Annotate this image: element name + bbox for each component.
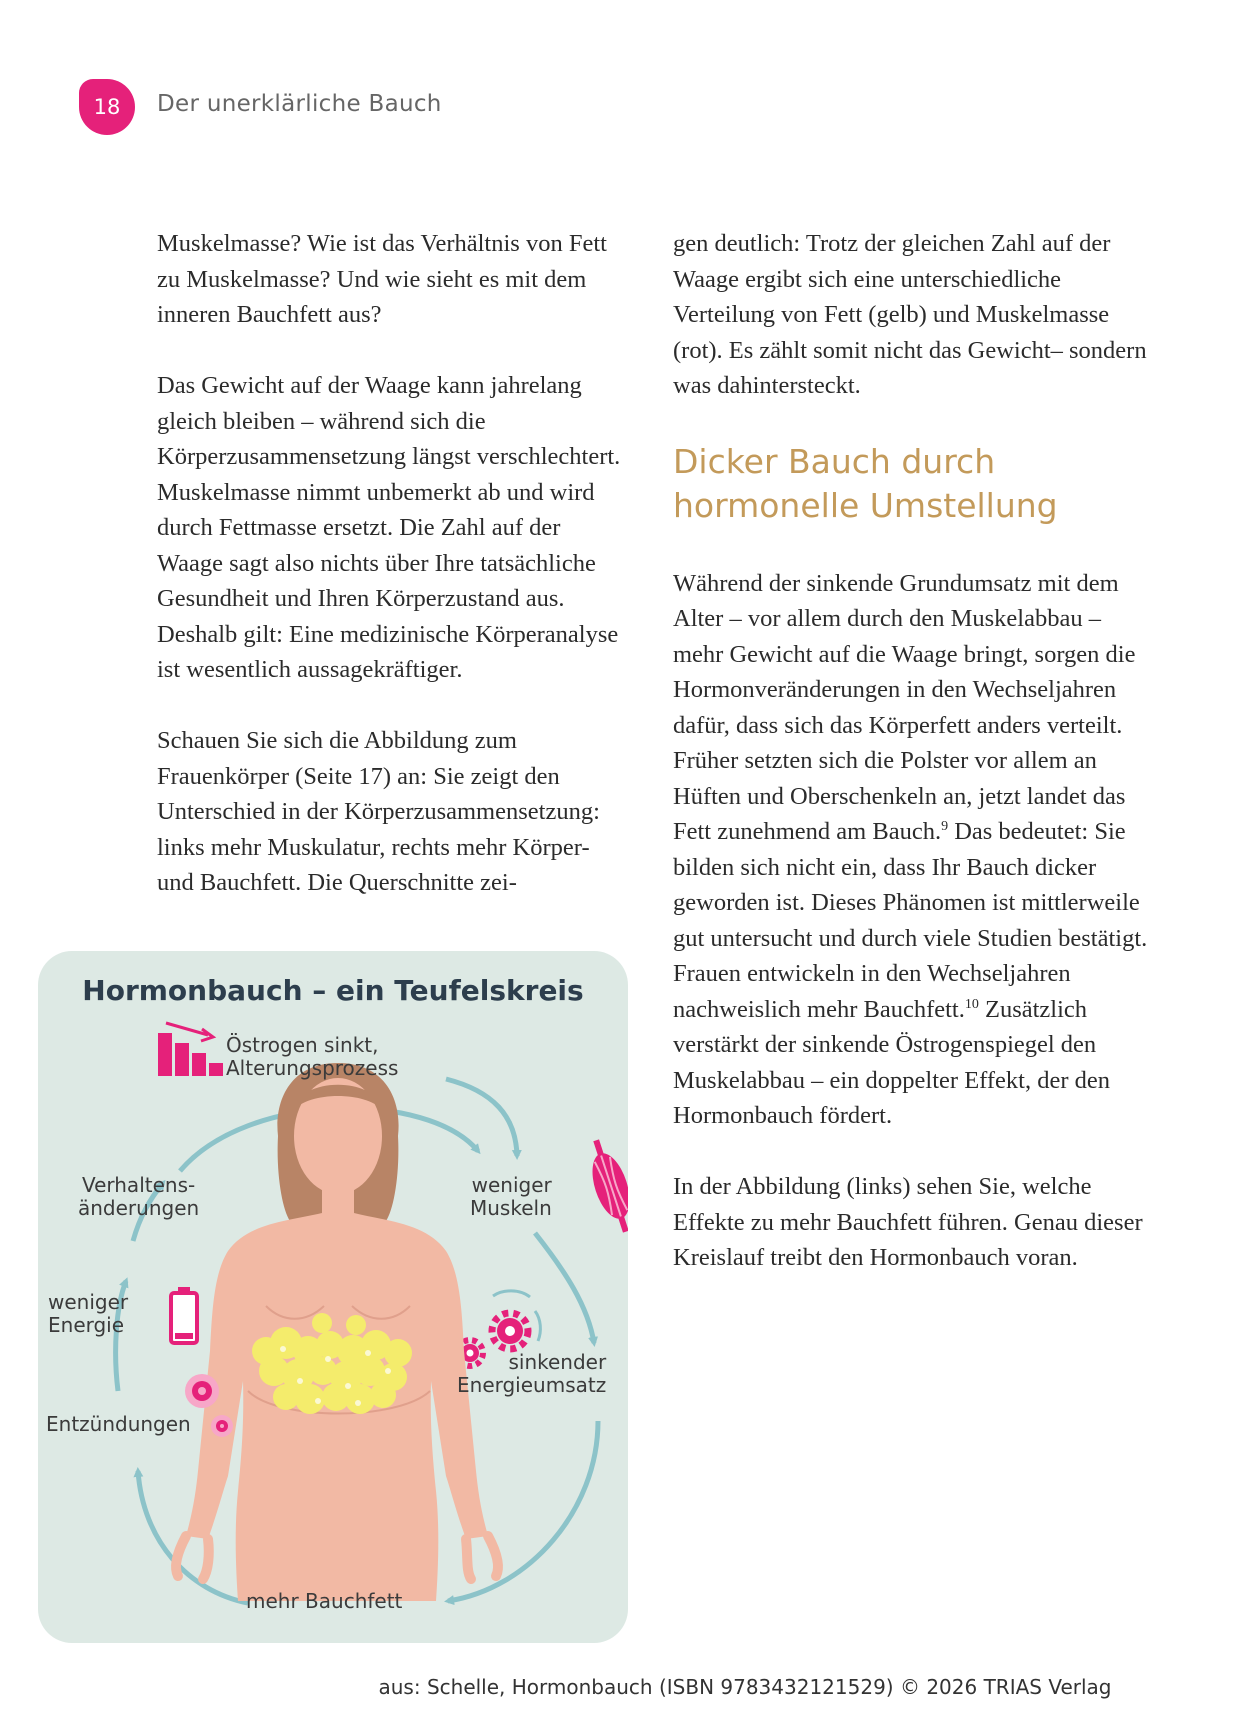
paragraph: Schauen Sie sich die Abbildung zum Frauenkörper (Seite 17) an: Sie zeigt den Unterschied in der Körperzusammensetzung: links mehr Muskulatur, rechts mehr Körper- und Bauchfett. Die Querschnitte zei- bbox=[157, 727, 600, 896]
label-belly-fat: mehr Bauchfett bbox=[246, 1589, 403, 1613]
woman-figure bbox=[176, 1063, 498, 1601]
left-text-column bbox=[157, 226, 627, 936]
section-heading bbox=[673, 440, 1153, 528]
cycle-arrow bbox=[446, 1079, 517, 1156]
paragraph-text: Zusätzlich verstärkt der sinkende Östrogenspiegel den Muskelabbau – ein doppelter Effekt, der den Hormonbauch fördert. bbox=[673, 995, 1111, 1129]
paragraph: gen deutlich: Trotz der gleichen Zahl auf der Waage ergibt sich eine unterschiedliche Verteilung von Fett (gelb) und Muskelmasse (rot). Es zählt somit nicht das Gewicht– sondern was dahintersteckt. bbox=[673, 230, 1147, 399]
paragraph: Das Gewicht auf der Waage kann jahrelang gleich bleiben – während sich die Körperzusammensetzung längst verschlechtert. Muskelmasse nimmt unbemerkt ab und wird durch Fettmasse ersetzt. Die Zahl auf der Waage sagt also nichts über Ihre tatsächliche Gesundheit und Ihren Körperzustand aus. Deshalb gilt: Eine medizinische Körperanalyse ist wesentlich aussagekräftiger. bbox=[157, 372, 621, 683]
source-footer bbox=[0, 1675, 1260, 1699]
label-low-energy: weniger Energie bbox=[48, 1290, 129, 1337]
section-heading-line: Dicker Bauch durch bbox=[673, 441, 996, 481]
label-inflammation: Entzündungen bbox=[46, 1412, 191, 1436]
infographic-figure bbox=[38, 951, 628, 1643]
source-text: aus: Schelle, Hormonbauch (ISBN 9783432121529) © 2026 TRIAS Verlag bbox=[378, 1675, 1112, 1699]
low-battery-icon bbox=[171, 1287, 197, 1343]
paragraph bbox=[673, 566, 1153, 1134]
page-number-badge: 18 bbox=[79, 79, 135, 135]
label-energy-turnover: sinkender Energieumsatz bbox=[457, 1350, 607, 1397]
cycle-arrow bbox=[535, 1233, 594, 1343]
declining-chart-icon bbox=[158, 1023, 223, 1076]
cycle-arrow bbox=[138, 1471, 248, 1603]
footnote-ref[interactable]: 9 bbox=[941, 818, 949, 834]
section-heading-line: hormonelle Umstellung bbox=[673, 485, 1058, 525]
footnote-ref[interactable]: 10 bbox=[964, 996, 979, 1012]
muscle-icon bbox=[581, 1135, 628, 1236]
label-fewer-muscles: weniger Muskeln bbox=[470, 1173, 552, 1220]
paragraph: Muskelmasse? Wie ist das Verhältnis von Fett zu Muskelmasse? Und wie sieht es mit dem inneren Bauchfett aus? bbox=[157, 230, 607, 328]
label-behavior-changes: Verhaltens- änderungen bbox=[78, 1173, 200, 1220]
paragraph-text: Das bedeutet: Sie bilden sich nicht ein, dass Ihr Bauch dicker geworden ist. Dieses Phänomen ist mittlerweile gut untersucht und durch viele Studien bestätigt. Frauen entwickeln in den Wechseljahren nachweislich mehr Bauchfett. bbox=[673, 818, 1148, 1023]
figure-title: Hormonbauch – ein Teufelskreis bbox=[82, 974, 584, 1007]
paragraph-text: Während der sinkende Grundumsatz mit dem Alter – vor allem durch den Muskelabbau – mehr Gewicht auf die Waage bringt, sorgen die Hormonveränderungen in den Wechseljahren dafür, dass sich das Körperfett anders verteilt. Früher setzten sich die Polster vor allem an Hüften und Oberschenkeln an, jetzt landet das Fett zunehmend am Bauch. bbox=[673, 569, 1136, 845]
paragraph: In der Abbildung (links) sehen Sie, welche Effekte zu mehr Bauchfett führen. Genau dieser Kreislauf treibt den Hormonbauch voran. bbox=[673, 1173, 1143, 1271]
right-text-column bbox=[673, 226, 1153, 1311]
running-title: Der unerklärliche Bauch bbox=[157, 91, 442, 117]
label-estrogen: Östrogen sinkt, Alterungsprozess bbox=[226, 1033, 399, 1080]
